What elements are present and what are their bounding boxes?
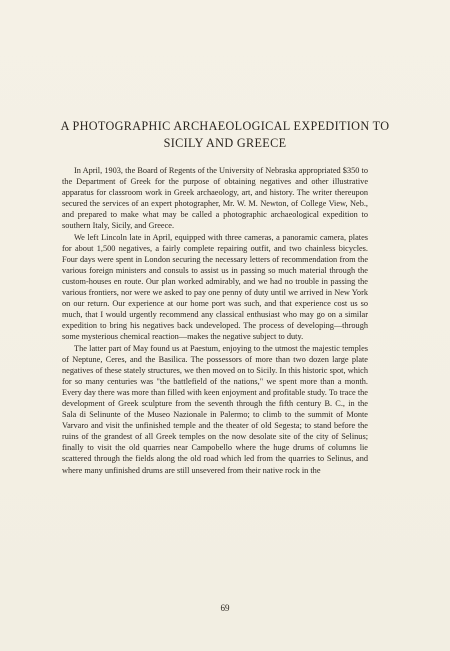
article-title (48, 118, 402, 152)
page-number: 69 (220, 603, 230, 613)
article-body (62, 165, 368, 476)
paragraph-2: We left Lincoln late in April, equipped with three cameras, a panoramic camera, plates for about 1,500 negatives, a fairly complete repairing outfit, and two chainless bicycles. Four days were spent in London securing the necessary letters of recommendation from the various foreign ministers and consuls to assist us in passing so much material through the custom-houses en route. Our plan worked admirably, and we had no trouble in passing the various frontiers, nor were we asked to pay one penny of duty until we arrived in New York on our return. Our experience at our home port was such, and that experience cost us so much, that I would urgently recommend any classical enthusiast who may go on a similar expedition to bring his negatives back undeveloped. The process of developing—through some mysterious chemical reaction—makes the negative subject to duty. (62, 232, 368, 342)
title-line-1: A PHOTOGRAPHIC ARCHAEOLOGICAL EXPEDITION TO (60, 119, 390, 133)
title-line-2: SICILY AND GREECE (163, 136, 287, 150)
paragraph-1: In April, 1903, the Board of Regents of the University of Nebraska appropriated $350 to the Department of Greek for the purpose of obtaining negatives and other illustrative apparatus for classroom work in Greek archaeology, art, and history. The writer thereupon secured the services of an expert photographer, Mr. W. M. Newton, of College View, Neb., and prepared to make what may be called a photographic archaeological expedition to southern Italy, Sicily, and Greece. (62, 166, 368, 231)
paragraph-3: The latter part of May found us at Paestum, enjoying to the utmost the majestic temples of Neptune, Ceres, and the Basilica. The possessors of more than two dozen large plate negatives of these stately structures, we then moved on to Sicily. In this historic spot, which for so many centuries was "the battlefield of the nations," we spent more than a month. Every day there was more than filled with keen enjoyment and profitable study. To trace the development of Greek sculpture from the seventh through the fifth century B. C., in the Sala di Selinunte of the Museo Nazionale in Palermo; to climb to the summit of Monte Varvaro and visit the unfinished temple and the theater of old Segesta; to stand before the ruins of the grandest of all Greek temples on the now desolate site of the city of Selinus; finally to visit the old quarries near Campobello where the huge drums of columns lie scattered through the fields along the old road which led from the quarries to Selinus, and where many unfinished drums are still unsevered from their native rock in the (62, 343, 368, 475)
